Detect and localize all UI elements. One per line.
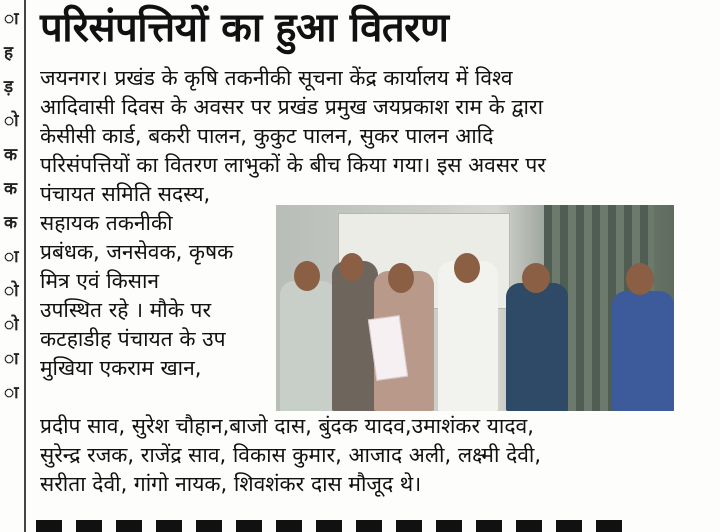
article-line: मुखिया एकराम खान, [40, 356, 202, 380]
photo-person-head [340, 253, 364, 281]
margin-glyph: क [4, 213, 18, 233]
photo-person [612, 291, 674, 411]
article-line: मित्र एवं किसान [40, 269, 160, 293]
group-photo [276, 205, 674, 411]
photo-person [506, 283, 568, 411]
margin-glyph: क [4, 145, 18, 165]
margin-glyph: ह [4, 43, 14, 63]
photo-person-head [522, 263, 550, 293]
article-line: सहायक तकनीकी [40, 211, 173, 235]
article-line: प्रदीप साव, सुरेश चौहान,बाजो दास, बुंदक यादव,उमाशंकर यादव, [40, 414, 534, 438]
photo-person-head [454, 253, 480, 283]
adjacent-column-edge [0, 0, 26, 532]
article-line: आदिवासी दिवस के अवसर पर प्रखंड प्रमुख जयप्रकाश राम के द्वारा [40, 95, 544, 119]
photo-person-head [388, 263, 414, 293]
next-headline-cut [36, 520, 636, 532]
margin-glyph: ो [4, 281, 19, 301]
margin-glyph: ा [4, 349, 19, 369]
photo-person [438, 261, 498, 411]
margin-glyph: ो [4, 315, 19, 335]
article-line: कटहाडीह पंचायत के उप [40, 327, 226, 351]
photo-person-head [294, 261, 320, 291]
article-line: पंचायत समिति सदस्य, [40, 182, 211, 206]
margin-glyph: ो [4, 111, 19, 131]
article-line: सुरेन्द्र रजक, राजेंद्र साव, विकास कुमार, आजाद अली, लक्ष्मी देवी, [40, 443, 542, 467]
margin-glyph: ा [4, 247, 19, 267]
article-line: जयनगर। प्रखंड के कृषि तकनीकी सूचना केंद्र कार्यालय में विश्व [40, 66, 513, 90]
article-line: उपस्थित रहे । मौके पर [40, 298, 212, 322]
photo-person-head [626, 263, 654, 295]
margin-glyph: क [4, 179, 18, 199]
margin-glyph: ड़ [4, 77, 14, 97]
article-line: परिसंपत्तियों का वितरण लाभुकों के बीच किया गया। इस अवसर पर [40, 153, 546, 177]
photo-person [280, 281, 336, 411]
article-line: केसीसी कार्ड, बकरी पालन, कुकुट पालन, सुकर पालन आदि [40, 124, 494, 148]
article-line: प्रबंधक, जनसेवक, कृषक [40, 240, 234, 264]
article-headline: परिसंपत्तियों का हुआ वितरण [40, 5, 449, 51]
margin-glyph: ा [4, 383, 19, 403]
margin-glyph: ा [4, 9, 19, 29]
article-line: सरीता देवी, गांगो नायक, शिवशंकर दास मौजूद थे। [40, 472, 422, 496]
